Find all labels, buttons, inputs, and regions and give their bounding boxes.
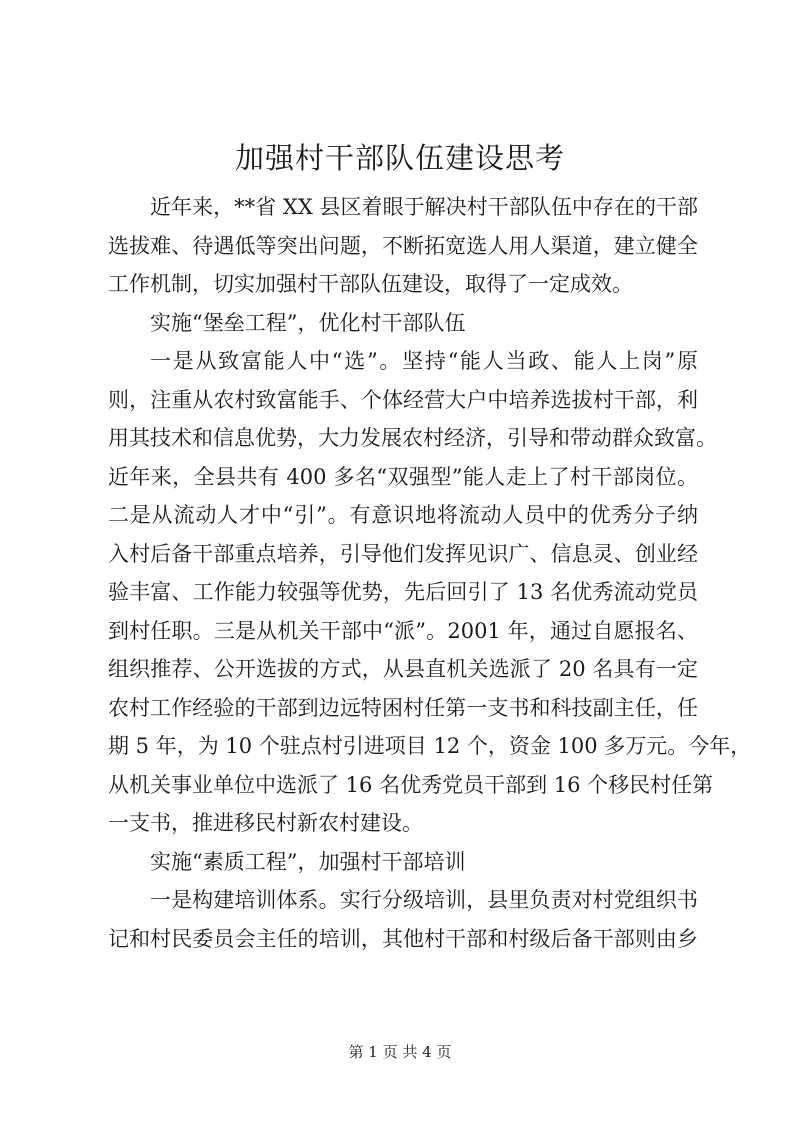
page-footer: 第 1 页 共 4 页 [348, 1043, 452, 1061]
text-line: 记和村民委员会主任的培训，其他村干部和村级后备干部则由乡 [108, 926, 698, 951]
text-line: 二是从流动人才中“引”。有意识地将流动人员中的优秀分子纳 [108, 503, 698, 527]
text-line: 一支书，推进移民村新农村建设。 [108, 811, 423, 835]
text-line: 工作机制，切实加强村干部队伍建设，取得了一定成效。 [108, 272, 633, 296]
text-line: 农村工作经验的干部到边远特困村任第一支书和科技副主任，任 [108, 695, 698, 720]
text-line: 用其技术和信息优势，大力发展农村经济，引导和带动群众致富。 [108, 426, 717, 450]
text-line: 到村任职。三是从机关干部中“派”。2001 年，通过自愿报名、 [108, 618, 698, 643]
text-line: 从机关事业单位中选派了 16 名优秀党员干部到 16 个移民村任第 [108, 772, 714, 797]
text-line: 一是从致富能人中“选”。坚持“能人当政、能人上岗”原 [150, 349, 698, 373]
document-body [108, 188, 752, 958]
text-line: 入村后备干部重点培养，引导他们发挥见识广、信息灵、创业经 [108, 541, 698, 566]
text-line: 实施“堡垒工程”，优化村干部队伍 [150, 310, 466, 335]
document-title: 加强村干部队伍建设思考 [234, 141, 565, 175]
text-line: 一是构建培训体系。实行分级培训，县里负责对村党组织书 [150, 888, 698, 912]
text-line: 期 5 年，为 10 个驻点村引进项目 12 个，资金 100 多万元。今年， [108, 734, 752, 758]
text-line: 实施“素质工程”，加强村干部培训 [150, 849, 466, 874]
text-line: 则，注重从农村致富能手、个体经营大户中培养选拔村干部，利 [108, 387, 698, 412]
text-line: 选拔难、待遇低等突出问题，不断拓宽选人用人渠道，建立健全 [108, 233, 698, 258]
text-line: 近年来，全县共有 400 多名“双强型”能人走上了村干部岗位。 [108, 464, 698, 489]
text-line: 组织推荐、公开选拔的方式，从县直机关选派了 20 名具有一定 [108, 657, 698, 681]
text-line: 验丰富、工作能力较强等优势，先后回引了 13 名优秀流动党员 [108, 580, 698, 604]
text-line: 近年来，**省 XX 县区着眼于解决村干部队伍中存在的干部 [150, 195, 698, 219]
